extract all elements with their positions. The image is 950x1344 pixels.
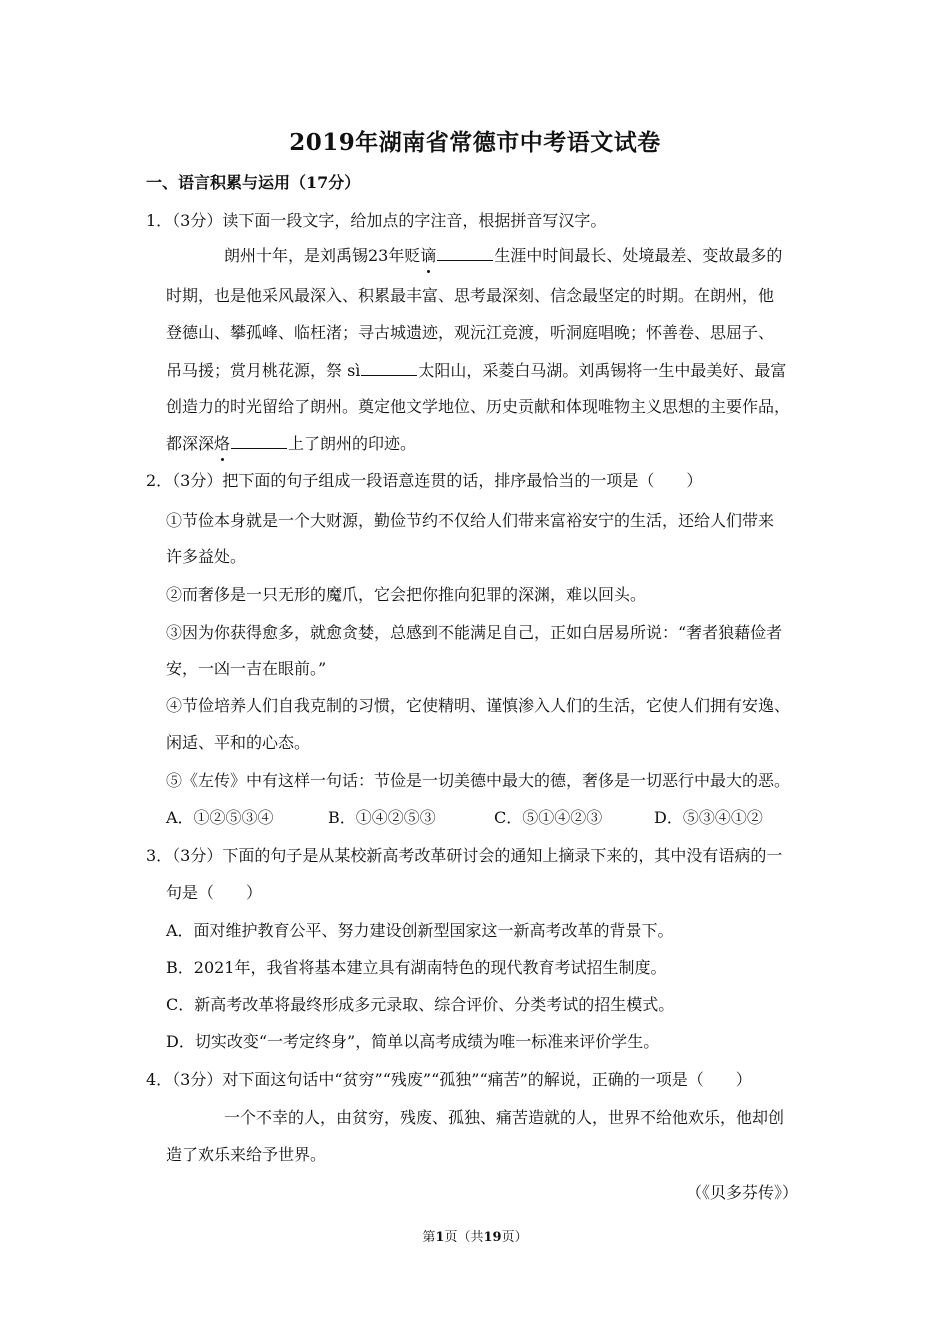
sentence-5: ⑤《左传》中有这样一句话：节俭是一切美德中最大的德，奢侈是一切恶行中最大的恶。 [166,771,791,790]
dotted-char: 烙 [214,434,231,453]
q1-text: 上了朗州的印迹。 [288,434,417,453]
sentence-2: ②而奢侈是一只无形的魔爪，它会把你推向犯罪的深渊，难以回头。 [166,585,647,604]
q1-text: 吊马援；赏月桃花源，祭 sì [166,361,361,380]
q1-text: 生涯中时间最长、处境最差、变故最多的 [494,246,783,265]
answer-blank[interactable] [361,359,417,376]
q1-text: 太阳山，采菱白马湖。刘禹锡将一生中最美好、最富 [418,361,787,380]
q2-option-b[interactable]: B．①④②⑤③ [328,808,436,827]
question-1-stem: 1．（3分）读下面一段文字，给加点的字注音，根据拼音写汉字。 [146,211,607,230]
q3-option-d[interactable]: D．切实改变“一考定终身”，简单以高考成绩为唯一标准来评价学生。 [166,1032,660,1051]
question-3-stem-b: 句是（ ） [166,883,263,902]
footer-text: 页（共 [444,1230,484,1245]
q1-text: 朗州十年，是刘禹锡23年贬 [224,246,421,265]
question-1-line-1 [224,244,782,267]
sentence-3-a: ③因为你获得愈多，就愈贪婪，总感到不能满足自己，正如白居易所说：“奢者狼藉俭者 [166,623,783,642]
answer-blank[interactable] [437,244,493,261]
quote-source: （《贝多芬传》） [686,1183,799,1202]
question-1-line-4 [166,359,786,382]
question-2-stem: 2．（3分）把下面的句子组成一段语意连贯的话，排序最恰当的一项是（ ） [146,471,703,490]
quote-line-2: 造了欢乐来给予世界。 [166,1145,327,1164]
q2-option-c[interactable]: C．⑤①④②③ [494,808,603,827]
footer-text: 页） [501,1230,528,1245]
q2-option-d[interactable]: D．⑤③④①② [654,808,763,827]
q1-text: 都深深 [166,434,215,453]
quote-line-1: 一个不幸的人，由贫穷，残废、孤独、痛苦造就的人，世界不给他欢乐，他却创 [224,1108,785,1127]
q3-option-a[interactable]: A．面对维护教育公平、努力建设创新型国家这一新高考改革的背景下。 [166,921,674,940]
q3-option-b[interactable]: B．2021年，我省将基本建立具有湖南特色的现代教育考试招生制度。 [166,958,667,977]
footer-text: 第 [422,1230,436,1245]
question-3-stem-a: 3．（3分）下面的句子是从某校新高考改革研讨会的通知上摘录下来的，其中没有语病的一 [146,846,783,865]
sentence-1-b: 许多益处。 [166,547,247,566]
sentence-4-a: ④节俭培养人们自我克制的习惯，它使精明、谨慎渗入人们的生活，它使人们拥有安逸、 [166,696,791,715]
q3-option-c[interactable]: C．新高考改革将最终形成多元录取、综合评价、分类考试的招生模式。 [166,995,675,1014]
page-number: 1 [435,1230,445,1245]
page-total: 19 [483,1230,502,1245]
sentence-3-b: 安，一凶一吉在眼前。” [166,659,327,678]
answer-blank[interactable] [231,432,287,449]
question-1-line-5: 创造力的时光留给了朗州。奠定他文学地位、历史贡献和体现唯物主义思想的主要作品， [166,397,791,416]
page-footer [0,1226,950,1245]
dotted-char: 谪 [420,246,437,265]
page-title: 2019年湖南省常德市中考语文试卷 [289,129,661,156]
question-1-line-6 [166,432,416,455]
section-heading: 一、语言积累与运用（17分） [146,173,361,192]
q2-option-a[interactable]: A．①②⑤③④ [166,808,274,827]
sentence-1-a: ①节俭本身就是一个大财源，勤俭节约不仅给人们带来富裕安宁的生活，还给人们带来 [166,511,775,530]
question-4-stem: 4．（3分）对下面这句话中“贫穷”“残废”“孤独”“痛苦”的解说，正确的一项是（ ） [146,1070,752,1089]
question-1-line-2: 时期，也是他采风最深入、积累最丰富、思考最深刻、信念最坚定的时期。在朗州，他 [166,286,775,305]
sentence-4-b: 闲适、平和的心态。 [166,733,311,752]
question-1-line-3: 登德山、攀孤峰、临枉渚；寻古城遗迹，观沅江竞渡，听洞庭唱晚；怀善卷、思屈子、 [166,323,775,342]
